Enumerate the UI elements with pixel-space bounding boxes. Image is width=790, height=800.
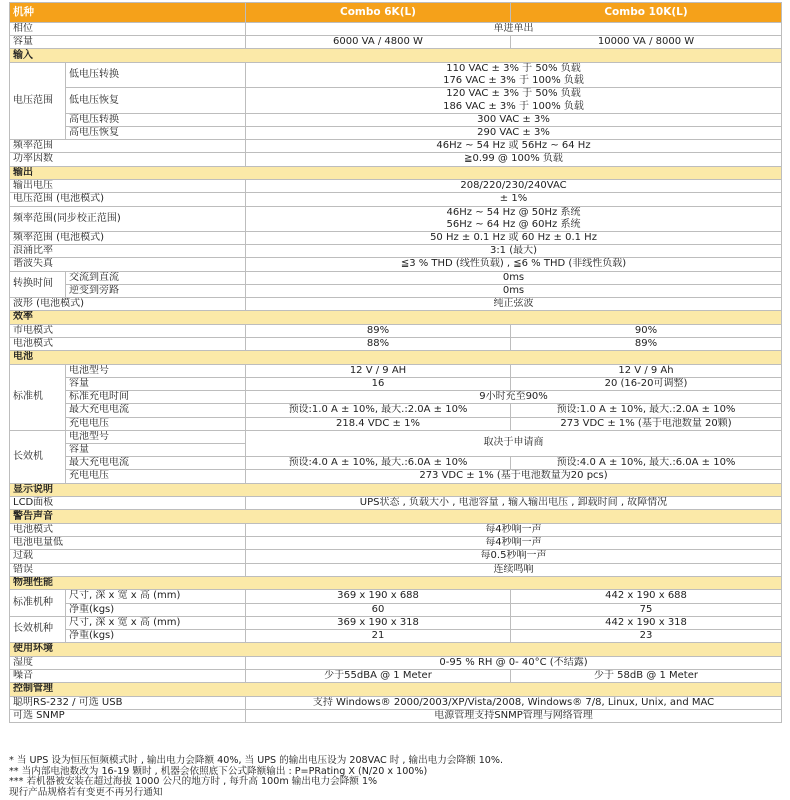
value-6k: 预设:1.0 A ± 10%, 最大.:2.0A ± 10% [246,404,511,417]
value-6k: 16 [246,378,511,391]
value-6k: 21 [246,630,511,643]
value-10k: 12 V / 9 Ah [511,364,782,377]
spec-sheet [9,2,781,723]
row-value: 连续鸣响 [246,563,782,576]
row-label: LCD面板 [10,497,246,510]
row-label: 电压范围 (电池模式) [10,193,246,206]
long-run-model-label: 长效机种 [10,616,66,642]
table-row [10,298,782,311]
table-row [10,271,782,284]
row-label: 过载 [10,550,246,563]
row-label: 频率范围 [10,140,246,153]
value-10k: 90% [511,324,782,337]
value-6k: 12 V / 9 AH [246,364,511,377]
table-row [10,23,782,36]
table-row [10,404,782,417]
value-6k: 369 x 190 x 688 [246,590,511,603]
row-label: 充电电压 [66,470,246,483]
value-10k: 20 (16-20可调整) [511,378,782,391]
row-label: 尺寸, 深 x 宽 x 高 (mm) [66,590,246,603]
table-row [10,364,782,377]
row-label: 市电模式 [10,324,246,337]
row-value: 支持 Windows® 2000/2003/XP/Vista/2008, Windows® 7/8, Linux, Unix, and MAC [246,696,782,709]
table-row [10,193,782,206]
row-value: 0-95 % RH @ 0- 40°C (不结露) [246,656,782,669]
standard-model-label: 标准机 [10,364,66,430]
row-value: ≦3 % THD (线性负载) , ≦6 % THD (非线性负载) [246,258,782,271]
section-control [10,683,782,697]
row-value: ≧0.99 @ 100% 负载 [246,153,782,166]
table-row [10,524,782,537]
section-title: 控制管理 [10,683,782,697]
value-6k: 88% [246,338,511,351]
row-value: UPS状态 , 负载大小 , 电池容量 , 输入输出电压 , 卸载时间 , 故障情况 [246,497,782,510]
section-title: 效率 [10,311,782,325]
value-6k: 预设:4.0 A ± 10%, 最大.:6.0A ± 10% [246,457,511,470]
capacity-label: 容量 [10,36,246,49]
section-physical [10,576,782,590]
row-label: 交流到直流 [66,271,246,284]
row-label: 低电压转换 [66,63,246,88]
table-row [10,563,782,576]
combo-10k-header: Combo 10K(L) [511,3,782,23]
table-row [10,630,782,643]
row-label: 可选 SNMP [10,710,246,723]
section-display [10,483,782,497]
value-10k: 预设:4.0 A ± 10%, 最大.:6.0A ± 10% [511,457,782,470]
table-row [10,537,782,550]
row-label: 谐波失真 [10,258,246,271]
phase-label: 相位 [10,23,246,36]
table-row [10,470,782,483]
footnote: ** 当内部电池数改为 16-19 颗时 , 机器会依照底下公式降额输出 : P=PRating X (N/20 x 100%) [9,765,428,777]
row-value: 273 VDC ± 1% (基于电池数量为20 pcs) [246,470,782,483]
value-6k: 少于55dBA @ 1 Meter [246,670,511,683]
row-value: 3:1 (最大) [246,245,782,258]
model-header-label: 机种 [10,3,246,23]
value-line: 46Hz ~ 54 Hz @ 50Hz 系统 [446,206,581,218]
table-row [10,36,782,49]
table-row [10,603,782,616]
value-6k: 89% [246,324,511,337]
row-value: 0ms [246,271,782,284]
section-efficiency [10,311,782,325]
row-label: 逆变到旁路 [66,284,246,297]
value-line: 176 VAC ± 3% 于 100% 负载 [443,75,584,87]
value-line: 186 VAC ± 3% 于 100% 负载 [443,100,584,112]
table-row [10,63,782,88]
transfer-time-label: 转换时间 [10,271,66,297]
row-value: 纯正弦波 [246,298,782,311]
row-label: 净重(kgs) [66,630,246,643]
section-title: 输出 [10,166,782,180]
value-10k: 少于 58dB @ 1 Meter [511,670,782,683]
row-value: 0ms [246,284,782,297]
row-value: 208/220/230/240VAC [246,180,782,193]
table-row [10,550,782,563]
row-label: 浪涌比率 [10,245,246,258]
row-value: 50 Hz ± 0.1 Hz 或 60 Hz ± 0.1 Hz [246,232,782,245]
capacity-10k: 10000 VA / 8000 W [511,36,782,49]
table-row [10,670,782,683]
row-label: 最大充电电流 [66,404,246,417]
table-row [10,284,782,297]
row-value: 46Hz ~ 54 Hz 或 56Hz ~ 64 Hz [246,140,782,153]
table-row [10,140,782,153]
row-label: 标准充电时间 [66,391,246,404]
section-output [10,166,782,180]
table-row [10,656,782,669]
table-row [10,616,782,629]
value-6k: 218.4 VDC ± 1% [246,417,511,430]
value-10k: 89% [511,338,782,351]
section-environment [10,643,782,657]
table-row [10,324,782,337]
value-10k: 442 x 190 x 318 [511,616,782,629]
row-label: 频率范围 (电池模式) [10,232,246,245]
table-row [10,127,782,140]
row-label: 最大充电电流 [66,457,246,470]
section-alarm [10,510,782,524]
row-value: 9小时充至90% [246,391,782,404]
value-10k: 442 x 190 x 688 [511,590,782,603]
table-row [10,430,782,443]
row-value: 电源管理支持SNMP管理与网络管理 [246,710,782,723]
section-battery [10,351,782,365]
table-row [10,113,782,126]
phase-value: 单进单出 [246,23,782,36]
value-6k: 60 [246,603,511,616]
row-label: 电池电量低 [10,537,246,550]
row-value [246,206,782,231]
row-label: 电池模式 [10,524,246,537]
table-row [10,696,782,709]
footnote: 现行产品规格若有变更不再另行通知 [9,786,163,798]
footnote: *** 若机器被安装在超过海拔 1000 公尺的地方时 , 每升高 100m 输出电力会降额 1% [9,776,378,787]
voltage-range-label: 电压范围 [10,63,66,140]
row-value: ± 1% [246,193,782,206]
table-row [10,391,782,404]
table-row [10,497,782,510]
row-label: 频率范围(同步校正范围) [10,206,246,231]
table-row [10,378,782,391]
value-10k: 23 [511,630,782,643]
table-row [10,590,782,603]
value-10k: 75 [511,603,782,616]
value-line: 56Hz ~ 64 Hz @ 60Hz 系统 [446,218,581,230]
table-row [10,245,782,258]
row-label: 电池型号 [66,430,246,443]
value-10k: 273 VDC ± 1% (基于电池数量 20颗) [511,417,782,430]
standard-model-label: 标准机种 [10,590,66,616]
row-label: 电池型号 [66,364,246,377]
table-row [10,180,782,193]
section-title: 警告声音 [10,510,782,524]
footnote: * 当 UPS 设为恒压恒频模式时 , 输出电力会降额 40%, 当 UPS 的输出电压设为 208VAC 时 , 输出电力会降额 10%. [9,755,504,766]
value-10k: 预设:1.0 A ± 10%, 最大.:2.0A ± 10% [511,404,782,417]
long-run-model-label: 长效机 [10,430,66,483]
row-value: 290 VAC ± 3% [246,127,782,140]
section-title: 输入 [10,49,782,63]
combo-6k-header: Combo 6K(L) [246,3,511,23]
row-value: 每0.5秒响一声 [246,550,782,563]
row-label: 充电电压 [66,417,246,430]
row-value: 每4秒响一声 [246,524,782,537]
table-row [10,338,782,351]
section-title: 使用环境 [10,643,782,657]
row-value: 取决于申请商 [246,430,782,456]
row-label: 净重(kgs) [66,603,246,616]
section-title: 电池 [10,351,782,365]
row-value [246,88,782,113]
row-label: 高电压转换 [66,113,246,126]
row-label: 湿度 [10,656,246,669]
row-label: 功率因数 [10,153,246,166]
row-value: 300 VAC ± 3% [246,113,782,126]
row-label: 高电压恢复 [66,127,246,140]
table-row [10,258,782,271]
table-row [10,153,782,166]
row-label: 容量 [66,378,246,391]
row-label: 波形 (电池模式) [10,298,246,311]
footnotes [9,756,781,798]
row-label: 电池模式 [10,338,246,351]
row-label: 输出电压 [10,180,246,193]
row-label: 噪音 [10,670,246,683]
value-6k: 369 x 190 x 318 [246,616,511,629]
header-row [10,3,782,23]
table-row [10,206,782,231]
value-line: 120 VAC ± 3% 于 50% 负载 [446,88,581,100]
table-row [10,417,782,430]
row-label: 聪明RS-232 / 可选 USB [10,696,246,709]
table-row [10,232,782,245]
section-title: 物理性能 [10,576,782,590]
value-line: 110 VAC ± 3% 于 50% 负载 [446,63,581,74]
section-input [10,49,782,63]
row-value: 每4秒响一声 [246,537,782,550]
table-row [10,710,782,723]
spec-table [9,2,782,723]
row-label: 容量 [66,444,246,457]
row-label: 尺寸, 深 x 宽 x 高 (mm) [66,616,246,629]
capacity-6k: 6000 VA / 4800 W [246,36,511,49]
row-label: 错误 [10,563,246,576]
table-row [10,88,782,113]
table-row [10,457,782,470]
section-title: 显示说明 [10,483,782,497]
row-label: 低电压恢复 [66,88,246,113]
row-value [246,63,782,88]
